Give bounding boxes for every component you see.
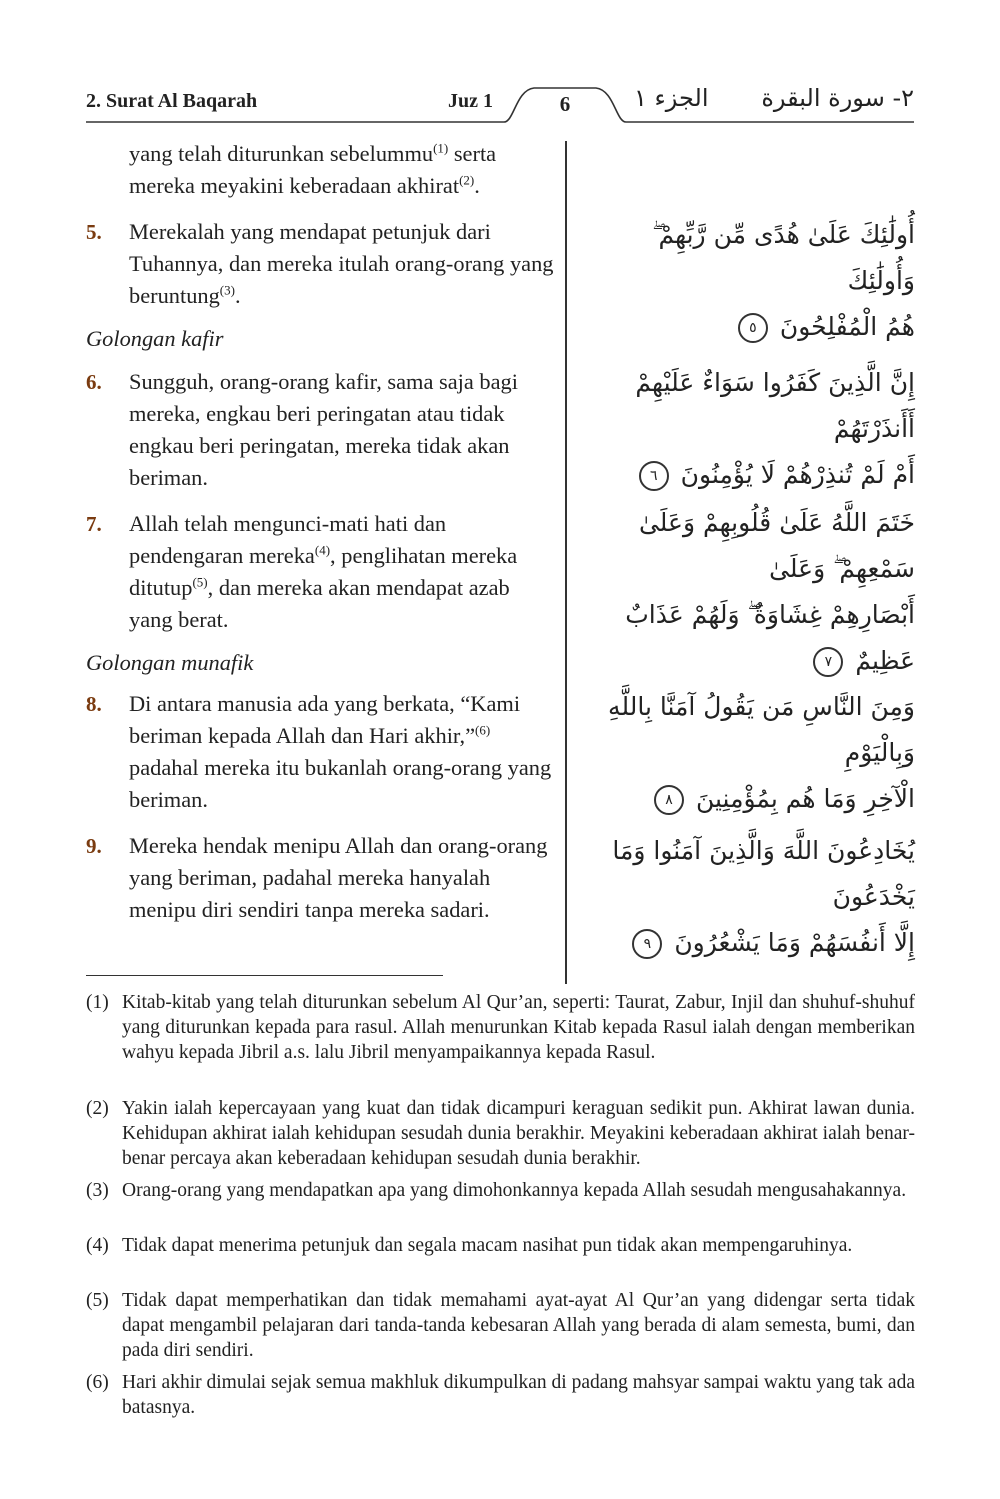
footnote-5: (5) Tidak dapat memperhatikan dan tidak memahami ayat-ayat Al Qur’an yang didengar serta tidak dapat mengambil pelajaran dari tanda-tanda kebesaran Allah yang berada di alam semesta, bumi, dan pada diri sendiri. (86, 1290, 915, 1361)
section-heading-kafir: Golongan kafir (86, 326, 224, 351)
page-number: 6 (559, 92, 571, 116)
verse-number: 6. (86, 370, 102, 394)
footnote-ref-2[interactable]: (2) (459, 172, 475, 188)
verse-5-arabic: أُولَٰئِكَ عَلَىٰ هُدًى مِّن رَّبِّهِمْ ۖ وَأُولَٰئِكَ هُمُ الْمُفْلِحُونَ ٥ (652, 220, 915, 341)
verse-7-arabic: خَتَمَ اللَّهُ عَلَىٰ قُلُوبِهِمْ وَعَلَىٰ سَمْعِهِمْ ۖ وَعَلَىٰ أَبْصَارِهِمْ غِشَاوَةٌ ۖ وَلَهُمْ عَذَابٌ عَظِيمٌ ٧ (625, 508, 915, 675)
verse-8-translation: Di antara manusia ada yang berkata, “Kami beriman kepada Allah dan Hari akhir,”$^{(6)}$ padahal mereka itu bukanlah orang-orang yang beriman. (129, 691, 552, 812)
verse-4-continuation: yang telah diturunkan sebelummu$^{(1)}$ serta mereka meyakini keberadaan akhirat$^{(2)}$. (129, 140, 497, 198)
ayah-number-marker: ٩ (632, 929, 662, 959)
footnote-3: (3) Orang-orang yang mendapatkan apa yang dimohonkannya kepada Allah sesudah mengusahakannya. (86, 1180, 907, 1201)
verse-5-translation: Merekalah yang mendapat petunjuk dari Tuhannya, dan mereka itulah orang-orang yang beruntung$^{(3)}$. (129, 219, 554, 308)
footnote-ref-1[interactable]: (1) (433, 140, 449, 156)
verse-9-translation: Mereka hendak menipu Allah dan orang-orang yang beriman, padahal mereka hanyalah menipu diri sendiri tanpa mereka sadari. (129, 833, 548, 922)
verse-number: 5. (86, 220, 102, 244)
surah-title: 2. Surat Al Baqarah (86, 90, 258, 112)
footnote-1: (1) Kitab-kitab yang telah diturunkan sebelum Al Qur’an, seperti: Taurat, Zabur, Injil dan shuhuf-shuhuf yang diturunkan kepada para rasul. Allah menurunkan Kitab kepada Rasul ialah dengan memberikan wahyu kepada Jibril a.s. lalu Jibril menyampaikannya kepada Rasul. (86, 992, 915, 1063)
footnote-ref-5[interactable]: (5) (192, 574, 208, 590)
footnote-ref-3[interactable]: (3) (219, 282, 235, 298)
juz-label-arabic: الجزء ١ (634, 84, 709, 112)
footnote-4: (4) Tidak dapat menerima petunjuk dan segala macam nasihat pun tidak akan mempengaruhinya. (86, 1235, 853, 1256)
surah-title-arabic: ٢- سورة البقرة (761, 84, 914, 112)
column-divider (565, 141, 567, 984)
footnote-6: (6) Hari akhir dimulai sejak semua makhluk dikumpulkan di padang mahsyar sampai waktu yang tak ada batasnya. (86, 1372, 915, 1418)
ayah-number-marker: ٦ (639, 461, 669, 491)
footnote-ref-4[interactable]: (4) (314, 542, 331, 558)
verse-7-translation: Allah telah mengunci-mati hati dan pendengaran mereka$^{(4)}$, penglihatan mereka ditutup$^{(5)}$, dan mereka akan mendapat azab yang berat. (129, 511, 518, 632)
verse-8-arabic: وَمِنَ النَّاسِ مَن يَقُولُ آمَنَّا بِاللَّهِ وَبِالْيَوْمِ الْآخِرِ وَمَا هُم بِمُؤْمِنِينَ ٨ (608, 692, 915, 813)
footnote-ref-6[interactable]: (6) (475, 722, 491, 738)
verse-6-arabic: إِنَّ الَّذِينَ كَفَرُوا سَوَاءٌ عَلَيْهِمْ أَأَنذَرْتَهُمْ أَمْ لَمْ تُنذِرْهُمْ لَا يُؤْمِنُونَ ٦ (635, 368, 915, 489)
section-heading-munafik: Golongan munafik (86, 650, 254, 675)
page-header (86, 84, 914, 124)
footnote-separator (86, 975, 443, 976)
footnote-2: (2) Yakin ialah kepercayaan yang kuat dan tidak dicampuri keraguan sedikit pun. Akhirat lawan dunia. Kehidupan akhirat ialah kehidupan sesudah dunia berakhir. Meyakini keberadaan akhirat ialah benar-benar percaya akan keberadaan kehidupan sesudah dunia berakhir. (86, 1098, 915, 1169)
ayah-number-marker: ٥ (738, 313, 768, 343)
verse-9-arabic: يُخَادِعُونَ اللَّهَ وَالَّذِينَ آمَنُوا وَمَا يَخْدَعُونَ إِلَّا أَنفُسَهُمْ وَمَا يَشْعُرُونَ ٩ (612, 836, 915, 957)
verse-6-translation: Sungguh, orang-orang kafir, sama saja bagi mereka, engkau beri peringatan atau tidak engkau beri peringatan, mereka tidak akan beriman. (129, 369, 518, 490)
verse-number: 8. (86, 692, 102, 716)
ayah-number-marker: ٨ (654, 785, 684, 815)
ayah-number-marker: ٧ (813, 647, 843, 677)
verse-number: 9. (86, 834, 102, 858)
verse-number: 7. (86, 512, 102, 536)
juz-label: Juz 1 (448, 90, 493, 112)
